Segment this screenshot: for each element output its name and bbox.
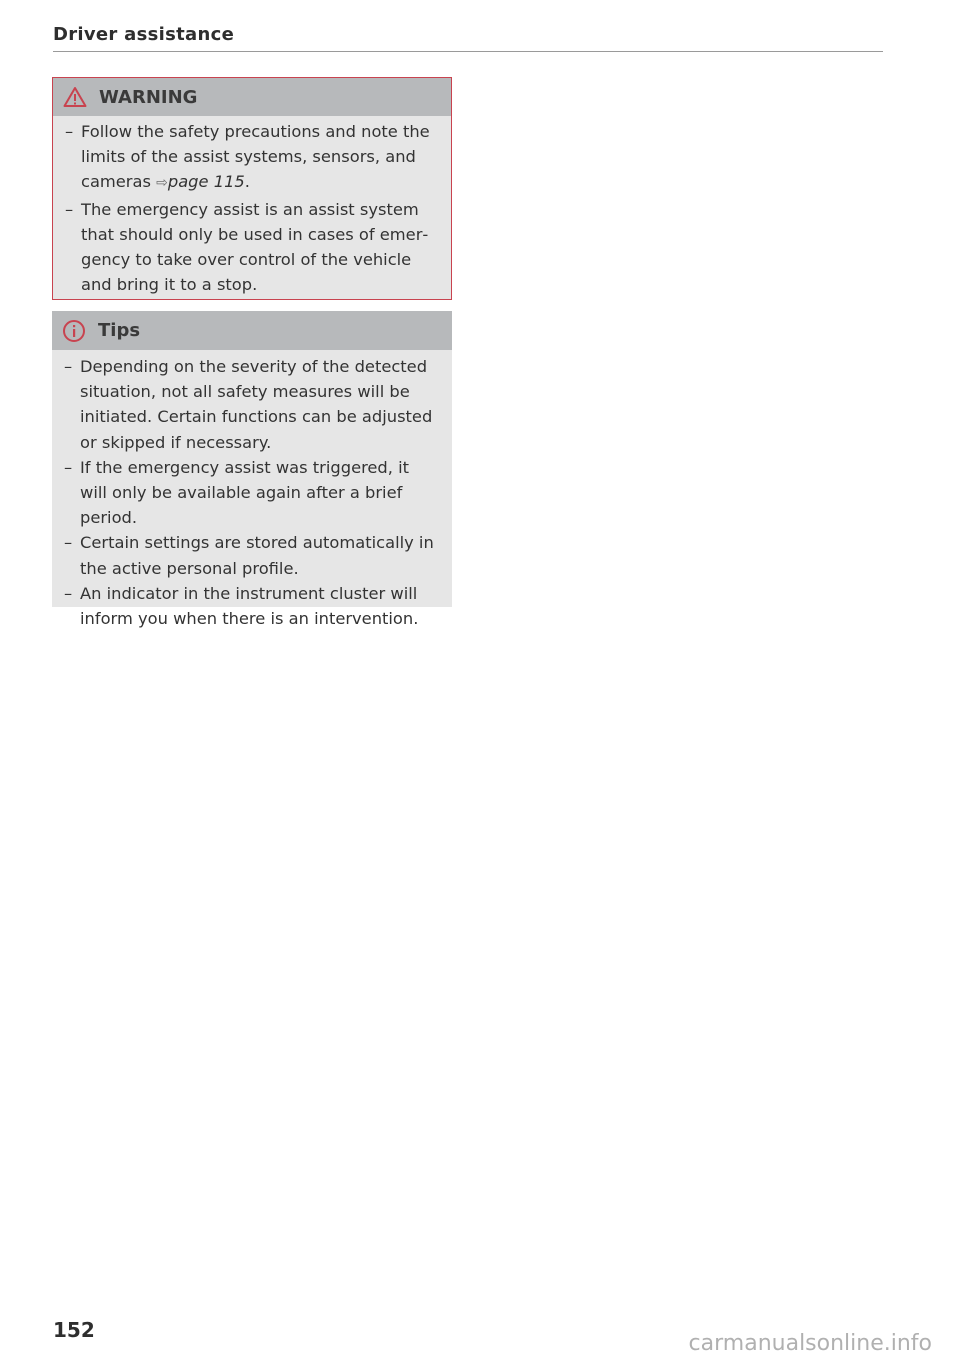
warning-box [52, 77, 452, 300]
list-item: – If the emergency assist was triggered, it will only be available again after a brief period. [52, 455, 452, 531]
list-item: – The emergency assist is an assist system that should only be used in cases of emergency to take over control of the vehicle and bring it to a stop. [53, 197, 451, 298]
warning-list [53, 116, 451, 297]
header-divider [53, 51, 883, 52]
warning-heading: WARNING [99, 86, 198, 108]
tips-heading: Tips [98, 320, 141, 341]
info-circle-icon [62, 319, 86, 343]
tips-header [52, 311, 452, 350]
list-item: – Certain settings are stored automatically in the active personal profile. [52, 530, 452, 580]
list-item: – Depending on the severity of the detected situation, not all safety measures will be initiated. Certain functions can be adjusted or skipped if necessary. [52, 354, 452, 455]
arrow-right-icon: ⇨ [156, 175, 168, 192]
warning-triangle-icon [63, 85, 87, 109]
page-reference-link[interactable]: page 115 [167, 172, 245, 192]
tips-list [52, 350, 452, 631]
warning-header [53, 78, 451, 116]
list-item-text: . [244, 172, 250, 192]
list-item-text: Follow the safety precautions and note the limits of the assist systems, sensors, and cameras [81, 122, 430, 192]
list-item [53, 119, 451, 197]
tips-box [52, 311, 452, 629]
list-item: – An indicator in the instrument cluster will inform you when there is an intervention. [52, 581, 452, 631]
section-title: Driver assistance [53, 24, 235, 45]
watermark: carmanualsonline.info [688, 1331, 932, 1356]
page-number: 152 [53, 1318, 95, 1342]
